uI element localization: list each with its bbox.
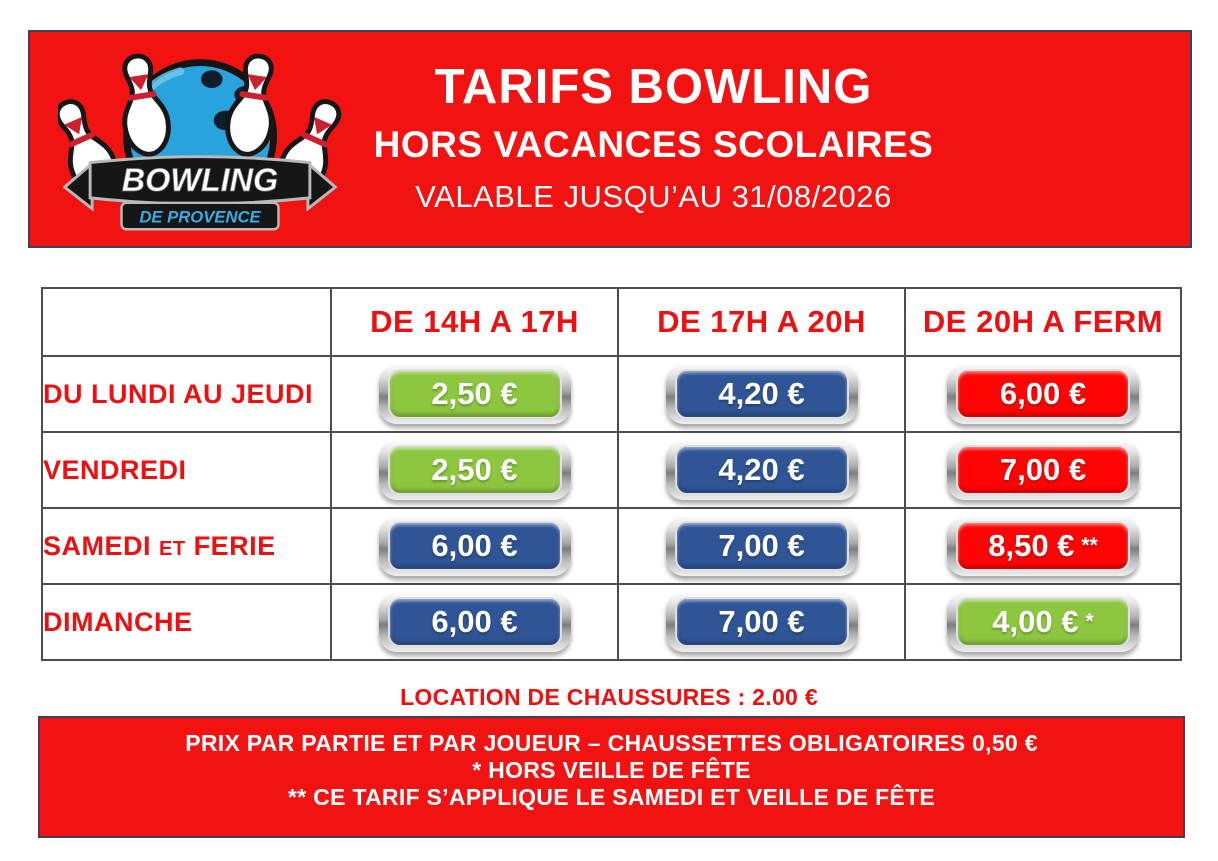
price-cell bbox=[331, 356, 618, 432]
table-header-row bbox=[42, 288, 1181, 356]
price-pill bbox=[379, 516, 571, 576]
logo-subtext: DE PROVENCE bbox=[139, 207, 261, 227]
price-cell bbox=[905, 356, 1181, 432]
footer-note-asterisk: * HORS VEILLE DE FÊTE bbox=[472, 756, 751, 783]
price-pill bbox=[947, 364, 1139, 424]
column-header-20h-ferm: DE 20H A FERM bbox=[905, 288, 1181, 356]
validity-line: VALABLE JUSQU’AU 31/08/2026 bbox=[415, 179, 892, 214]
shoe-rental-line: LOCATION DE CHAUSSURES : 2.00 € bbox=[400, 684, 818, 710]
row-label: DU LUNDI AU JEUDI bbox=[42, 356, 331, 432]
footer-note-double-asterisk: ** CE TARIF S’APPLIQUE LE SAMEDI ET VEILLE DE FÊTE bbox=[287, 783, 936, 810]
price-pill bbox=[666, 592, 858, 652]
price-cell bbox=[331, 432, 618, 508]
table-row-vendredi bbox=[42, 432, 1181, 508]
price-footnote: * bbox=[1085, 610, 1094, 633]
price-pill bbox=[379, 592, 571, 652]
price-cell bbox=[618, 432, 905, 508]
table-row-samedi-ferie bbox=[42, 508, 1181, 584]
price-value: 2,50 € bbox=[431, 452, 518, 487]
header-banner bbox=[28, 30, 1192, 248]
price-pill bbox=[947, 516, 1139, 576]
price-value: 7,00 € bbox=[718, 604, 805, 639]
row-label bbox=[42, 508, 331, 584]
row-label-et: ET bbox=[159, 537, 186, 560]
price-value: 7,00 € bbox=[999, 452, 1087, 487]
row-label: VENDREDI bbox=[42, 432, 331, 508]
footer-banner bbox=[38, 716, 1185, 838]
price-cell bbox=[905, 584, 1181, 660]
price-value: 4,00 € bbox=[992, 604, 1079, 639]
poster-subtitle: HORS VACANCES SCOLAIRES bbox=[373, 124, 934, 165]
row-label: DIMANCHE bbox=[42, 584, 331, 660]
table-row-dimanche bbox=[42, 584, 1181, 660]
price-pill bbox=[379, 440, 571, 500]
logo-text: BOWLING bbox=[121, 162, 279, 199]
footer-note-price-per-game: PRIX PAR PARTIE ET PAR JOUEUR – CHAUSSETTES OBLIGATOIRES 0,50 € bbox=[185, 729, 1038, 756]
price-value: 8,50 € bbox=[988, 528, 1075, 563]
price-value: 4,20 € bbox=[718, 452, 805, 487]
column-header-14h-17h: DE 14H A 17H bbox=[331, 288, 618, 356]
price-value: 7,00 € bbox=[718, 528, 805, 563]
pricing-table bbox=[41, 287, 1182, 661]
corner-cell bbox=[42, 288, 331, 356]
price-pill bbox=[947, 440, 1139, 500]
price-cell bbox=[618, 584, 905, 660]
column-header-17h-20h: DE 17H A 20H bbox=[618, 288, 905, 356]
price-pill bbox=[666, 440, 858, 500]
row-label-part: SAMEDI bbox=[43, 530, 152, 561]
price-cell bbox=[905, 508, 1181, 584]
price-value: 6,00 € bbox=[431, 528, 518, 563]
price-pill bbox=[379, 364, 571, 424]
poster-title: TARIFS BOWLING bbox=[434, 60, 873, 114]
row-label-part: FERIE bbox=[193, 530, 276, 561]
price-cell bbox=[618, 356, 905, 432]
price-cell bbox=[331, 508, 618, 584]
price-cell bbox=[331, 584, 618, 660]
price-pill bbox=[666, 364, 858, 424]
price-footnote: ** bbox=[1081, 534, 1098, 557]
price-pill bbox=[666, 516, 858, 576]
price-value: 4,20 € bbox=[718, 376, 805, 411]
price-value: 6,00 € bbox=[999, 376, 1087, 411]
bowling-logo bbox=[58, 38, 342, 244]
price-cell bbox=[905, 432, 1181, 508]
logo-ribbon bbox=[65, 157, 336, 230]
price-value: 6,00 € bbox=[431, 604, 518, 639]
price-cell bbox=[618, 508, 905, 584]
table-row-lundi-jeudi bbox=[42, 356, 1181, 432]
price-pill bbox=[947, 592, 1139, 652]
price-value: 2,50 € bbox=[431, 376, 518, 411]
